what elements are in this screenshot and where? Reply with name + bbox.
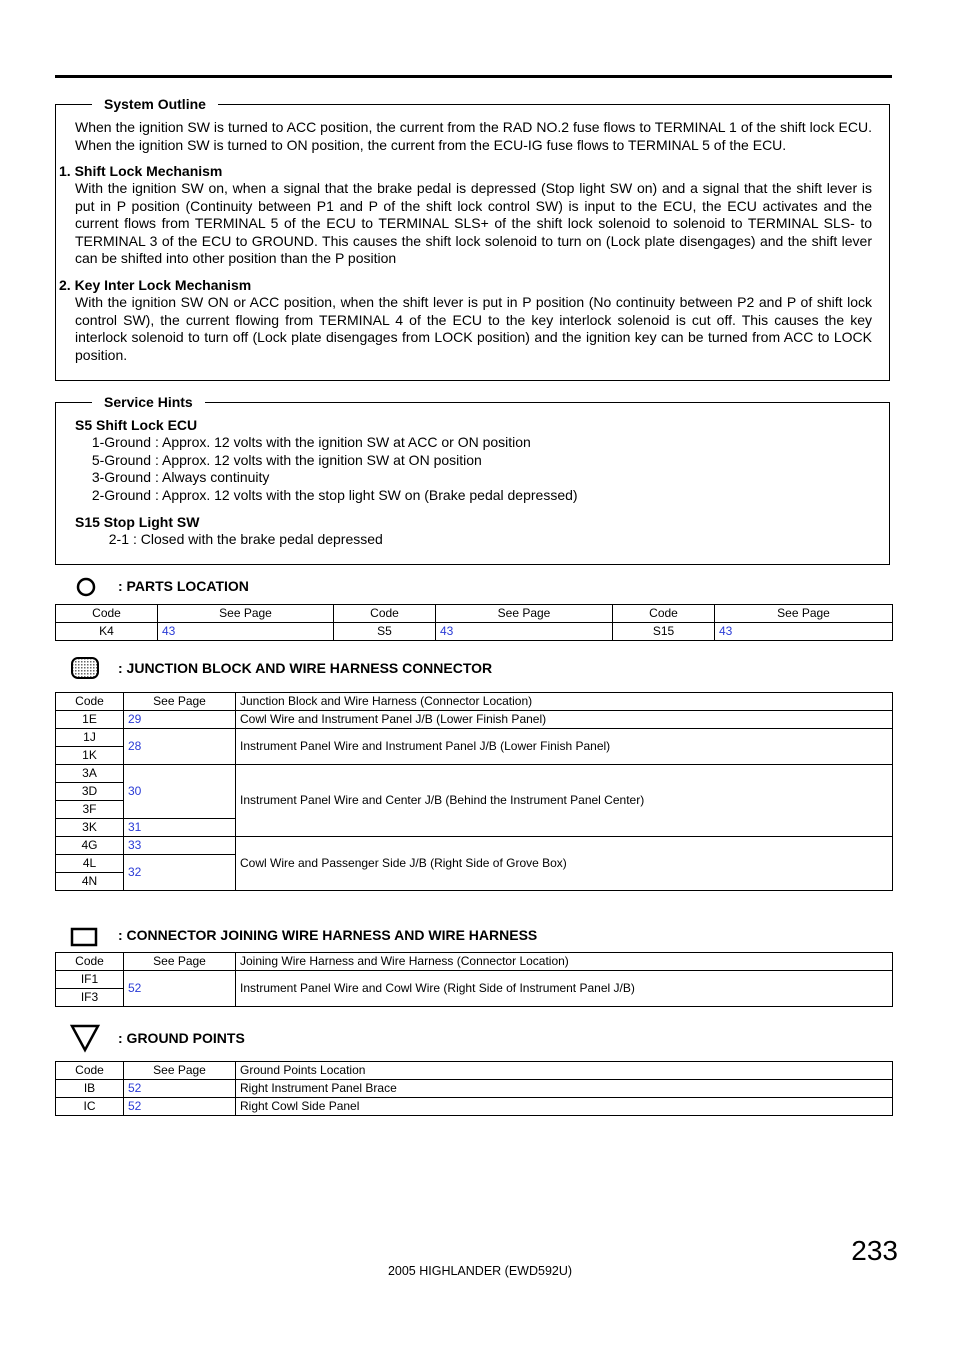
junction-block-legend <box>60 656 492 680</box>
s5-row <box>87 469 578 487</box>
page-link[interactable]: 31 <box>124 819 236 837</box>
terminal-spec: : Approx. 12 volts with the stop light SW on (Brake pedal depressed) <box>155 486 578 503</box>
rectangle-icon <box>60 923 108 947</box>
header-cell: Ground Points Location <box>236 1062 893 1080</box>
parts-location-table <box>55 604 893 641</box>
header-cell: Code <box>334 605 436 623</box>
ground-points-legend <box>60 1026 245 1050</box>
circle-icon <box>60 574 108 598</box>
page-link[interactable]: 28 <box>124 729 236 765</box>
connector-joining-table <box>55 952 893 1007</box>
table-row <box>56 971 893 989</box>
header-cell: Code <box>56 693 124 711</box>
table-row <box>56 729 893 747</box>
table-header-row <box>56 1062 893 1080</box>
ground-code: IB <box>56 1080 124 1098</box>
header-cell: Joining Wire Harness and Wire Harness (Connector Location) <box>236 953 893 971</box>
parts-location-label: : PARTS LOCATION <box>118 578 249 594</box>
connector-code: IF3 <box>56 989 124 1007</box>
connector-code: 1J <box>56 729 124 747</box>
system-outline-intro: When the ignition SW is turned to ACC position, the current from the RAD NO.2 fuse flows to TERMINAL 1 of the shift lock ECU. When the ignition SW is turned to ON position, the current from the ECU-IG fuse flows to TERMINAL 5 of the ECU. <box>75 119 872 153</box>
header-cell: See Page <box>715 605 893 623</box>
header-cell: Code <box>56 953 124 971</box>
part-code: K4 <box>56 623 158 641</box>
connector-code: 4L <box>56 855 124 873</box>
part-code: S15 <box>613 623 715 641</box>
header-cell: See Page <box>436 605 613 623</box>
footer-model: 2005 HIGHLANDER (EWD592U) <box>387 1264 573 1278</box>
s15-row <box>87 531 383 549</box>
system-outline-box <box>55 96 890 381</box>
s5-row <box>87 434 578 452</box>
junction-block-table <box>55 692 893 891</box>
table-header-row <box>56 605 893 623</box>
ground-points-label: : GROUND POINTS <box>118 1030 245 1046</box>
page-link[interactable]: 52 <box>124 971 236 1007</box>
page-link[interactable]: 52 <box>124 1098 236 1116</box>
ground-location: Right Instrument Panel Brace <box>236 1080 893 1098</box>
terminal-spec: : Approx. 12 volts with the ignition SW at ON position <box>155 451 482 468</box>
header-cell: Code <box>56 1062 124 1080</box>
page-link[interactable]: 43 <box>436 623 613 641</box>
header-cell: See Page <box>124 1062 236 1080</box>
connector-code: 3A <box>56 765 124 783</box>
ground-code: IC <box>56 1098 124 1116</box>
page-link[interactable]: 32 <box>124 855 236 891</box>
connector-code: 4N <box>56 873 124 891</box>
connector-code: 3F <box>56 801 124 819</box>
s5-rows <box>87 434 578 504</box>
header-cell: Code <box>56 605 158 623</box>
key-interlock-body: With the ignition SW ON or ACC position, when the shift lever is put in P position (No continuity between P2 and P of shift lock control SW), the current flowing from TERMINAL 4 of the ECU to the key interlock solenoid is cut off. This causes the key interlock solenoid to turn off (Lock plate disengages from LOCK position) and the ignition key can be turned from ACC to LOCK position. <box>75 294 872 363</box>
junction-block-icon <box>60 655 108 681</box>
terminal-code: 2-1 <box>108 531 129 547</box>
terminal-spec: : Closed with the brake pedal depressed <box>133 531 383 547</box>
connector-location: Cowl Wire and Passenger Side J/B (Right Side of Grove Box) <box>236 837 893 891</box>
page-link[interactable]: 43 <box>715 623 893 641</box>
page-link[interactable]: 43 <box>158 623 334 641</box>
connector-location: Instrument Panel Wire and Center J/B (Behind the Instrument Panel Center) <box>236 765 893 837</box>
terminal-code: 3-Ground <box>91 469 151 485</box>
connector-code: 4G <box>56 837 124 855</box>
s5-row <box>87 487 578 505</box>
connector-code: 1E <box>56 711 124 729</box>
terminal-code: 1-Ground <box>91 434 151 450</box>
connector-location: Instrument Panel Wire and Instrument Panel J/B (Lower Finish Panel) <box>236 729 893 765</box>
header-cell: See Page <box>158 605 334 623</box>
top-rule <box>55 75 892 78</box>
header-cell: See Page <box>124 693 236 711</box>
page-number: 233 <box>851 1235 898 1266</box>
table-row <box>56 765 893 783</box>
terminal-spec: : Approx. 12 volts with the ignition SW at ACC or ON position <box>155 434 531 450</box>
table-row <box>56 1098 893 1116</box>
page-link[interactable]: 52 <box>124 1080 236 1098</box>
parts-location-legend <box>60 574 249 598</box>
connector-code: IF1 <box>56 971 124 989</box>
table-row <box>56 623 893 641</box>
terminal-spec: : Always continuity <box>155 469 270 485</box>
service-hints-title: Service Hints <box>92 392 205 412</box>
system-outline-title: System Outline <box>92 94 218 114</box>
ground-triangle-icon <box>60 1023 108 1053</box>
shift-lock-body: With the ignition SW on, when a signal that the brake pedal is depressed (Stop light SW on) and a signal that the shift lever is put in P position (Continuity between P1 and P of the shift lock control SW) is input to the ECU, the ECU activates and the current flows from TERMINAL 5 of the ECU to TERMINAL SLS+ of the shift lock solenoid to solenoid to TERMINAL SLS- to TERMINAL 3 of the ECU to GROUND. This causes the shift lock solenoid to turn on (Lock plate disengages) and the shift lever can be shifted into other position than the P position <box>75 180 872 266</box>
connector-joining-legend <box>60 923 537 947</box>
page-link[interactable]: 33 <box>124 837 236 855</box>
connector-code: 1K <box>56 747 124 765</box>
table-header-row <box>56 953 893 971</box>
ground-points-table <box>55 1061 893 1116</box>
connector-joining-label: : CONNECTOR JOINING WIRE HARNESS AND WIRE HARNESS <box>118 927 538 943</box>
key-interlock-heading: 2. Key Inter Lock Mechanism <box>59 277 252 293</box>
shift-lock-heading: 1. Shift Lock Mechanism <box>59 163 223 179</box>
service-hints-box <box>55 394 890 565</box>
part-code: S5 <box>334 623 436 641</box>
s5-row <box>87 452 578 470</box>
connector-location: Instrument Panel Wire and Cowl Wire (Right Side of Instrument Panel J/B) <box>236 971 893 1007</box>
table-header-row <box>56 693 893 711</box>
connector-code: 3D <box>56 783 124 801</box>
page-link[interactable]: 29 <box>124 711 236 729</box>
header-cell: Junction Block and Wire Harness (Connector Location) <box>236 693 893 711</box>
connector-code: 3K <box>56 819 124 837</box>
terminal-code: 2-Ground <box>91 486 151 503</box>
page-link[interactable]: 30 <box>124 765 236 819</box>
table-row <box>56 837 893 855</box>
table-row <box>56 1080 893 1098</box>
header-cell: Code <box>613 605 715 623</box>
header-cell: See Page <box>124 953 236 971</box>
table-row <box>56 711 893 729</box>
terminal-code: 5-Ground <box>91 451 151 468</box>
s15-heading: S15 Stop Light SW <box>75 514 200 530</box>
junction-block-label: : JUNCTION BLOCK AND WIRE HARNESS CONNECTOR <box>118 660 493 676</box>
connector-location: Cowl Wire and Instrument Panel J/B (Lower Finish Panel) <box>236 711 893 729</box>
ground-location: Right Cowl Side Panel <box>236 1098 893 1116</box>
s5-heading: S5 Shift Lock ECU <box>75 417 198 433</box>
